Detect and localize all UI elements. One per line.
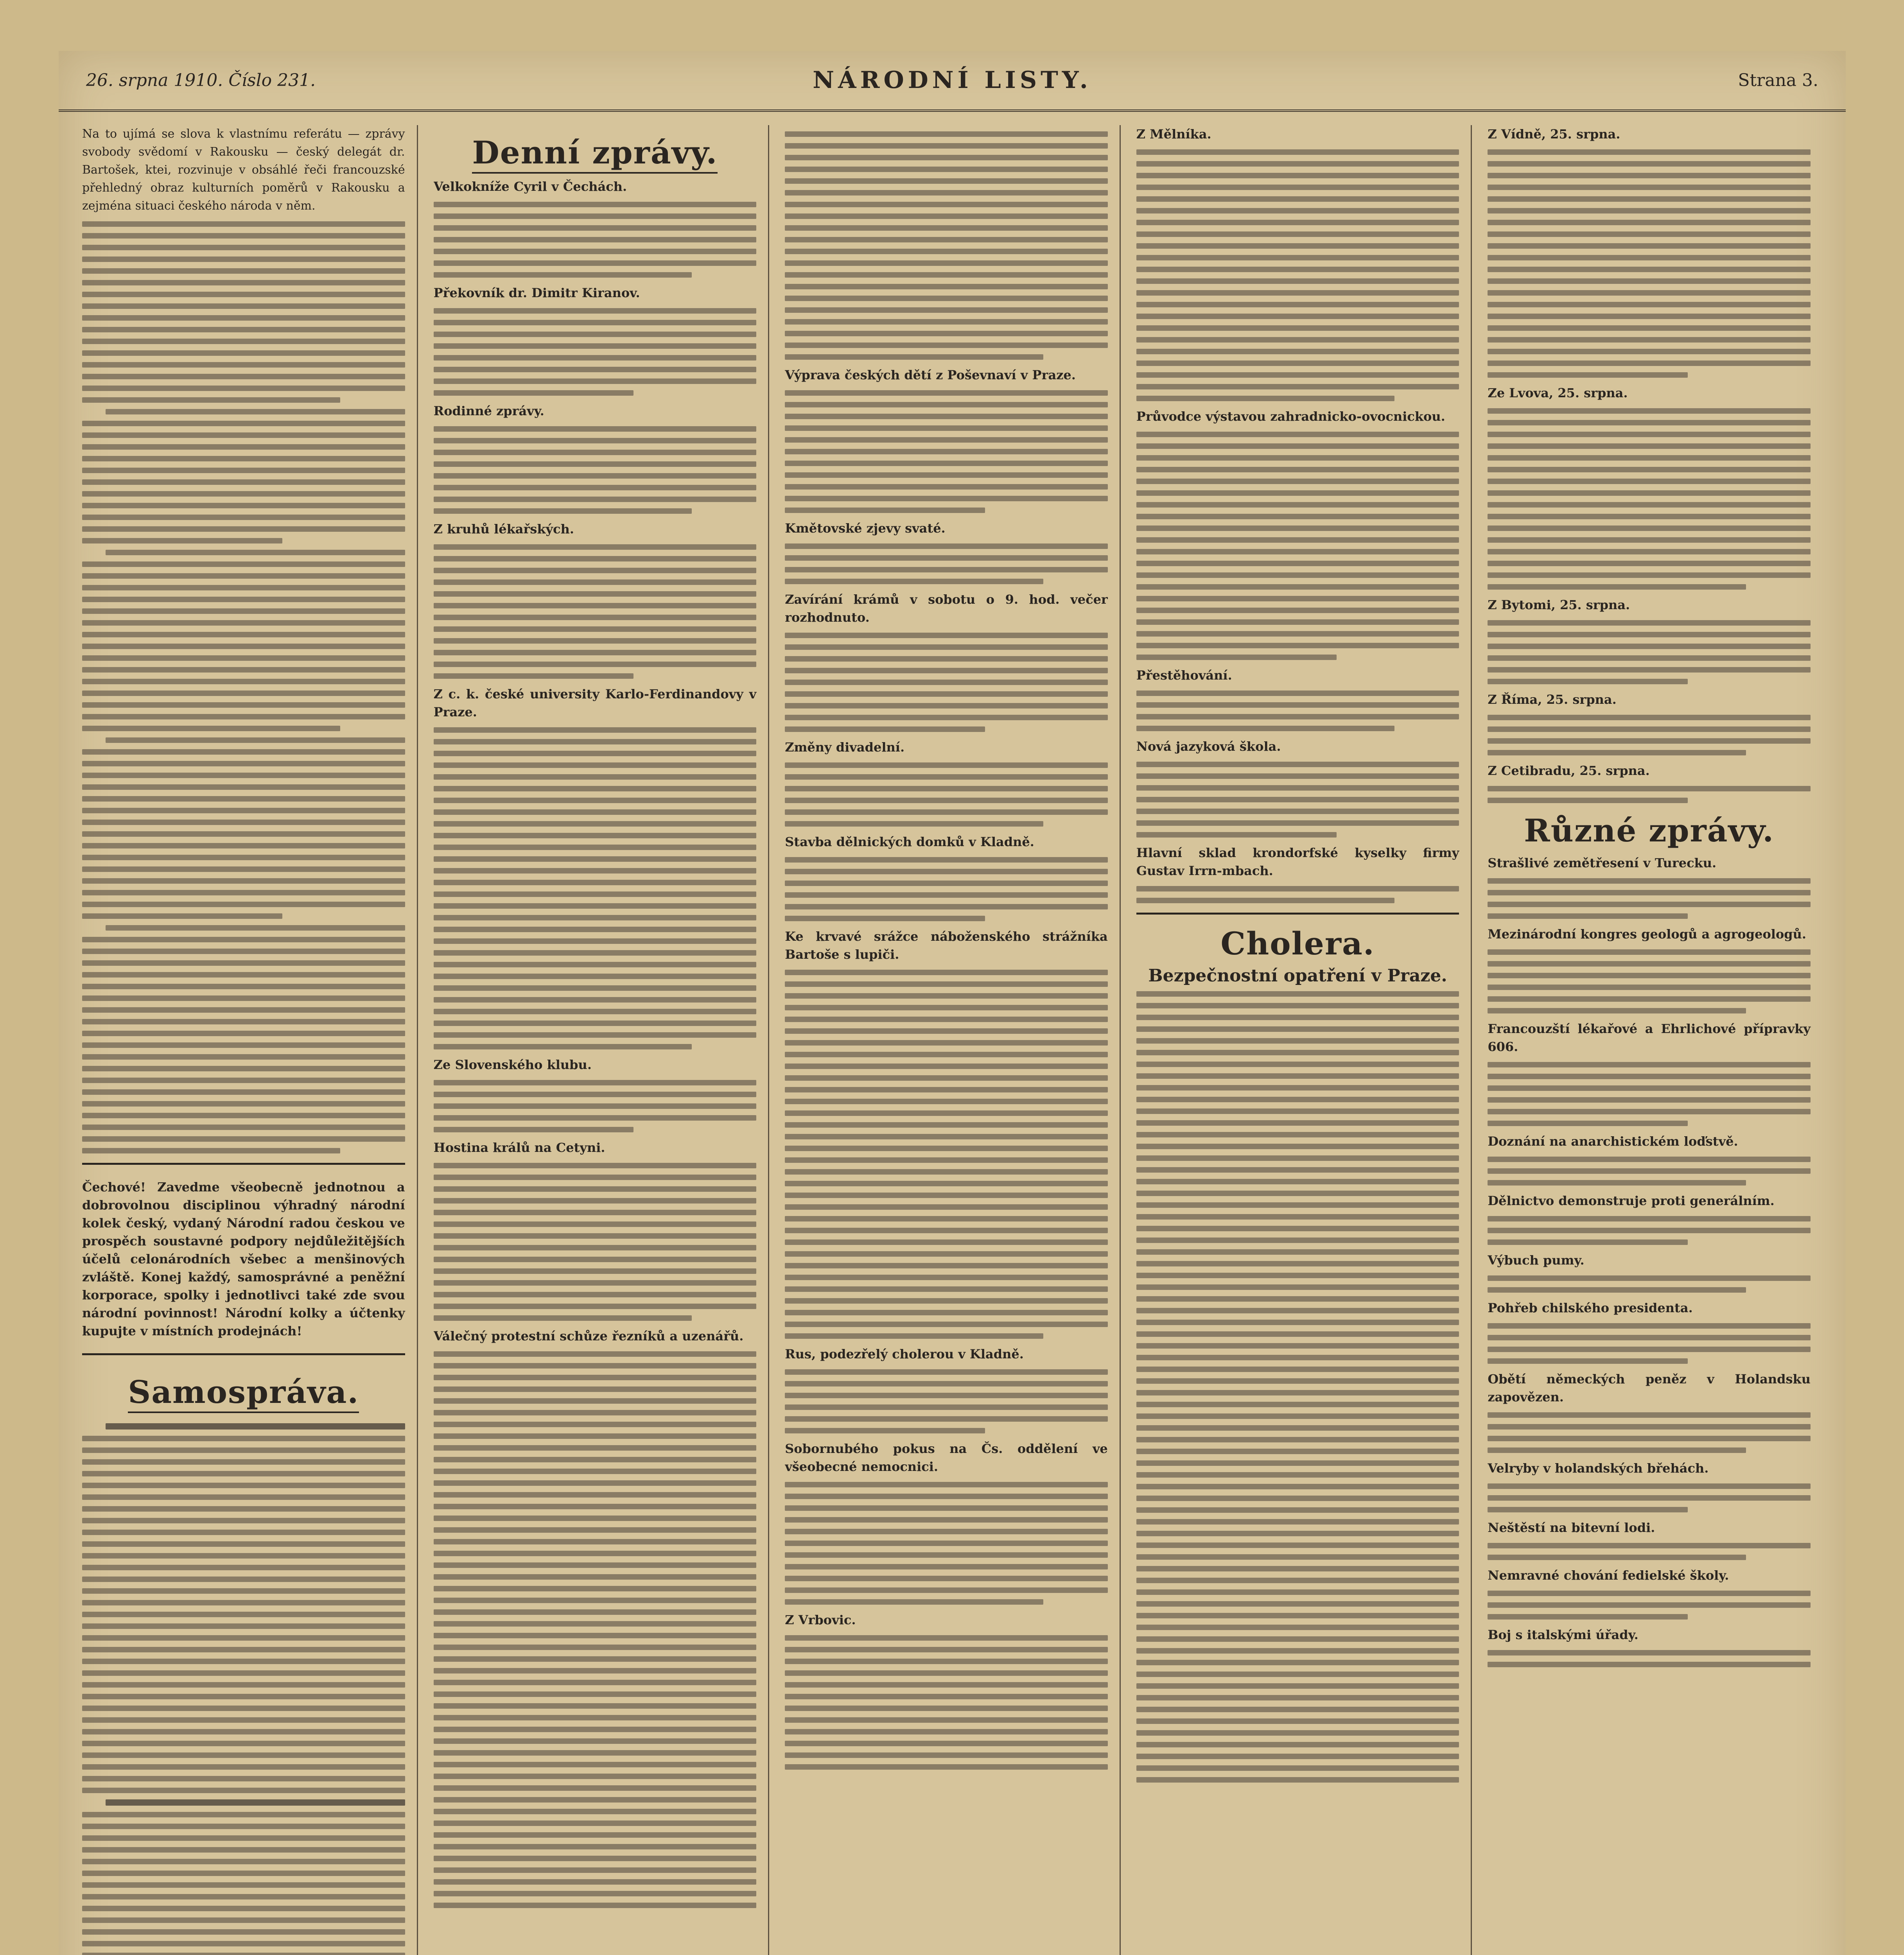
headline: Mezinárodní kongres geologů a agrogeologů. (1488, 927, 1807, 942)
headline: Neštěstí na bitevní lodi. (1488, 1520, 1655, 1535)
masthead (59, 51, 1846, 112)
headline: Hostina králů na Cetyni. (433, 1140, 605, 1155)
headline: Velkokníže Cyril v Čechách. (433, 179, 627, 194)
headline: Válečný protestní schůze řezníků a uzenářů. (433, 1329, 744, 1343)
col1-body (82, 221, 405, 1153)
headline: Z Vrbovic. (785, 1612, 856, 1627)
headline: Z kruhů lékařských. (433, 522, 574, 536)
headline: Francouzští lékařové a Ehrlichové přípravky 606. (1488, 1021, 1811, 1054)
column-3 (785, 125, 1121, 1955)
headline: Z c. k. české university Karlo-Ferdinandovy v Praze. (433, 687, 757, 719)
newspaper-page (59, 51, 1846, 1955)
headline: Z Cetibradu, 25. srpna. (1488, 763, 1650, 778)
column-1 (82, 125, 418, 1955)
headline: Z Mělníka. (1136, 127, 1211, 142)
headline: Obětí německých peněz v Holandsku zapovězen. (1488, 1372, 1811, 1404)
section-title-denni-zpravy: Denní zprávy. (472, 133, 718, 174)
headline: Nová jazyková škola. (1136, 739, 1281, 754)
section-title-cholera: Cholera. (1220, 925, 1375, 962)
headline: Rus, podezřelý cholerou v Kladně. (785, 1347, 1024, 1361)
columns (82, 125, 1822, 1955)
headline: Překovník dr. Dimitr Kiranov. (433, 285, 640, 300)
divider (1136, 913, 1459, 915)
headline: Výprava českých dětí z Poševnaví v Praze. (785, 368, 1076, 382)
headline: Z Vídně, 25. srpna. (1488, 127, 1620, 142)
newspaper-title: NÁRODNÍ LISTY. (813, 66, 1092, 94)
national-stamp-notice: Čechové! Zavedme všeobecně jednotnou a dobrovolnou disciplinou výhradný národní kolek český, vydaný Národní radou českou ve prospěch soustavné podpory nejdůležitějších účelů celonárodních všebec a menšinových zvláště. Konej každý, samosprávné a peněžní korporace, spolky i jednotlivci také zde svou národní povinnost! Národní kolky a účtenky kupujte v místních prodejnách! (82, 1180, 405, 1338)
headline: Rodinné zprávy. (433, 404, 544, 418)
headline: Z Říma, 25. srpna. (1488, 692, 1617, 707)
headline: Nemravné chování fedielské školy. (1488, 1568, 1729, 1583)
headline: Kmětovské zjevy svaté. (785, 521, 946, 536)
section-title-ruzne-zpravy: Různé zprávy. (1524, 812, 1775, 849)
headline: Pohřeb chilského presidenta. (1488, 1300, 1693, 1315)
headline: Přestěhování. (1136, 668, 1232, 683)
headline: Ze Lvova, 25. srpna. (1488, 386, 1628, 400)
headline: Strašlivé zemětřesení v Turecku. (1488, 856, 1717, 870)
headline: Dělnictvo demonstruje proti generálním. (1488, 1193, 1775, 1208)
column-2 (434, 125, 770, 1955)
column-5 (1488, 125, 1822, 1955)
col1-intro-text: Na to ujímá se slova k vlastnímu referátu — zprávy svobody svědomí v Rakousku — český delegát dr. Bartošek, ktei, rozvinuje v obsáhlé řeči francouzské přehledný obraz kulturních poměrů v Rakousku a zejména situaci českého národa v něm. (82, 127, 405, 213)
section-title-samosprava: Samospráva. (128, 1372, 359, 1413)
headline: Ze Slovenského klubu. (433, 1057, 592, 1072)
headline: Hlavní sklad krondorfské kyselky firmy Gustav Irrn-mbach. (1136, 845, 1459, 878)
headline: Velryby v holandských břehách. (1488, 1461, 1709, 1476)
headline: Ke krvavé srážce náboženského strážníka Bartoše s lupiči. (785, 929, 1108, 962)
divider (82, 1163, 405, 1165)
headline: Boj s italskými úřady. (1488, 1627, 1638, 1642)
samosprava-body (82, 1423, 405, 1955)
headline: Průvodce výstavou zahradnicko-ovocnickou. (1136, 409, 1445, 424)
headline: Z Bytomi, 25. srpna. (1488, 597, 1630, 612)
headline: Sobornubého pokus na Čs. oddělení ve všeobecné nemocnici. (785, 1441, 1108, 1474)
headline: Stavba dělnických domků v Kladně. (785, 834, 1034, 849)
page-number: Strana 3. (1738, 70, 1818, 90)
headline: Změny divadelní. (785, 740, 905, 755)
column-4 (1136, 125, 1472, 1955)
issue-date: 26. srpna 1910. Číslo 231. (86, 70, 316, 90)
section-subtitle-cholera: Bezpečnostní opatření v Praze. (1148, 966, 1447, 986)
headline: Zavírání krámů v sobotu o 9. hod. večer rozhodnuto. (785, 592, 1108, 625)
divider (82, 1353, 405, 1355)
headline: Doznání na anarchistickém loďstvě. (1488, 1134, 1738, 1149)
headline: Výbuch pumy. (1488, 1253, 1585, 1268)
